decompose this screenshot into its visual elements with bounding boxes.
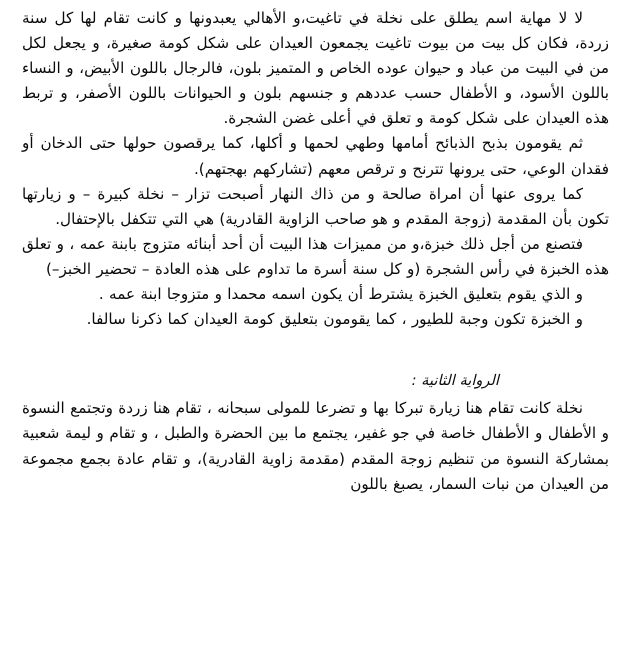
section-heading-second-narrative: الرواية الثانية : bbox=[411, 372, 499, 390]
paragraph-6: و الخبزة تكون وجبة للطيور ، كما يقومون بتعليق كومة العيدان كما ذكرنا سالفا. bbox=[86, 310, 583, 329]
paragraph-5: و الذي يقوم بتعليق الخبزة يشترط أن يكون اسمه محمدا و متزوجا ابنة عمه . bbox=[98, 285, 583, 304]
paragraph-1: لا لا مهاية اسم يطلق على نخلة في تاغيت،و الأهالي يعبدونها و كانت تقام لها كل سنة زردة، فكان كل بيت من بيوت تاغيت يجمعون العيدان على شكل كومة صغيرة، و يجعل لكل من في البيت من عباد و حيوان عوده الخاص و المتميز بلون، فالرجال باللون الأبيض، و النساء باللون الأسود، و الأطفال حسب عددهم و جنسهم بلون و الحيوانات باللون الأصفر، و تربط هذه العيدان على شكل كومة و تعلق في أعلى غضن الشجرة. bbox=[22, 9, 609, 128]
paragraph-2: ثم يقومون بذبح الذبائح أمامها وطهي لحمها و أكلها، كما يرقصون حولها حتى الدخان أو فقدان الوعي، حتى يرونها تترنح و ترقص معهم (تشاركهم بهجتهم). bbox=[22, 134, 609, 178]
paragraph-4: فتصنع من أجل ذلك خبزة،و من مميزات هذا البيت أن أحد أبنائه متزوج بابنة عمه ، و تعلق هذه الخبزة في رأس الشجرة (و كل سنة أسرة ما تداوم على هذه العادة – تحضير الخبز–) bbox=[22, 234, 609, 278]
section-spacer bbox=[22, 332, 609, 368]
paragraph-7: نخلة كانت تقام هنا زيارة تبركا بها و تضرعا للمولى سبحانه ، تقام هنا زردة وتجتمع النسوة و الأطفال و الأطفال خاصة في جو غفير، يجتمع ما بين الحضرة والطبل ، و تقام و ليمة شعبية بمشاركة النسوة من تنظيم زوجة المقدم (مقدمة زاوية القادرية)، و تقام عادة بجمع مجموعة من العيدان من نبات السمار، يصبغ باللون bbox=[22, 399, 609, 493]
paragraph-3: كما يروى عنها أن امراة صالحة و من ذاك النهار أصبحت تزار – نخلة كبيرة – و زيارتها تكون بأن المقدمة (زوجة المقدم و هو صاحب الزاوية القادرية) هي التي تتكفل بالإحتفال. bbox=[22, 184, 609, 228]
